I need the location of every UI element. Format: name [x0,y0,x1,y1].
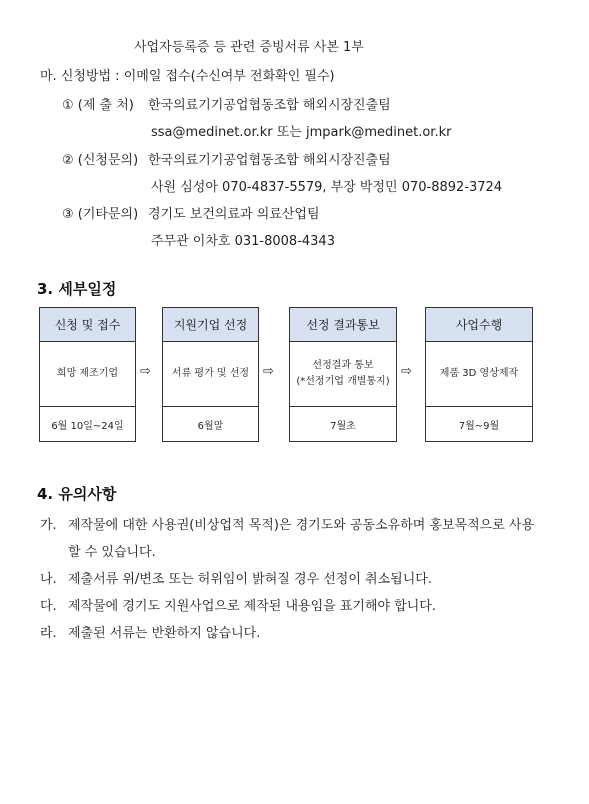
schedule-step-body [40,342,135,407]
submit-to-label: ① (제 출 처) [62,98,134,113]
schedule-step-body-text: 희망 제조기업 [56,368,119,379]
schedule-step-head: 사업수행 [426,308,532,342]
schedule-step-body-text: 선정결과 통보 [312,360,374,371]
notice-text: 제출된 서류는 반환하지 않습니다. [68,626,261,641]
submit-emails: ssa@medinet.or.kr 또는 jmpark@medinet.or.kr [151,125,452,140]
inquiry-text: 한국의료기기공업협동조합 해외시장진출팀 [148,153,391,168]
schedule-step-4 [425,307,533,442]
schedule-step-1 [39,307,136,442]
notice-label: 가. [40,518,57,533]
notice-label: 나. [40,572,57,587]
schedule-step-date: 7월~9월 [458,420,500,432]
notice-text: 제작물에 대한 사용권(비상업적 목적)은 경기도와 공동소유하며 홍보목적으로 사용 [68,518,535,533]
notice-label: 라. [40,626,57,641]
schedule-step-date: 7월초 [330,420,356,432]
schedule-step-2 [162,307,259,442]
other-inquiry-text: 경기도 보건의료과 의료산업팀 [148,207,320,222]
schedule-step-body [290,342,396,407]
line-application-method: 마. 신청방법 : 이메일 접수(수신여부 전화확인 필수) [40,69,335,84]
notice-text: 할 수 있습니다. [68,545,156,560]
schedule-step-date: 6월 10일~24일 [51,420,124,432]
schedule-step-body [426,342,532,407]
schedule-step-head: 신청 및 접수 [40,308,135,342]
schedule-step-body-text: (*선정기업 개별통지) [296,376,390,387]
schedule-step-3 [289,307,397,442]
schedule-step-date: 6월말 [197,420,224,432]
schedule-step-body-text: 서류 평가 및 선정 [171,368,250,379]
arrow-right-icon: ⇨ [263,364,274,379]
schedule-step-head: 지원기업 선정 [163,308,258,342]
submit-to-text: 한국의료기기공업협동조합 해외시장진출팀 [148,98,391,113]
schedule-step-body [163,342,258,407]
inquiry-contacts: 사원 심성아 070-4837-5579, 부장 박정민 070-8892-3724 [151,180,503,195]
notice-label: 다. [40,599,57,614]
other-inquiry-contact: 주무관 이차호 031-8008-4343 [151,234,335,249]
section-4-title: 4. 유의사항 [37,485,117,503]
section-3-title: 3. 세부일정 [37,280,117,298]
schedule-step-head: 선정 결과통보 [290,308,396,342]
other-inquiry-label: ③ (기타문의) [62,207,139,222]
inquiry-label: ② (신청문의) [62,153,139,168]
notice-text: 제출서류 위/변조 또는 허위임이 밝혀질 경우 선정이 취소됩니다. [68,572,432,587]
line-business-registration: 사업자등록증 등 관련 증빙서류 사본 1부 [134,40,364,55]
arrow-right-icon: ⇨ [140,364,151,379]
schedule-step-body-text: 제품 3D 영상제작 [439,368,519,379]
notice-text: 제작물에 경기도 지원사업으로 제작된 내용임을 표기해야 합니다. [68,599,436,614]
arrow-right-icon: ⇨ [401,364,412,379]
